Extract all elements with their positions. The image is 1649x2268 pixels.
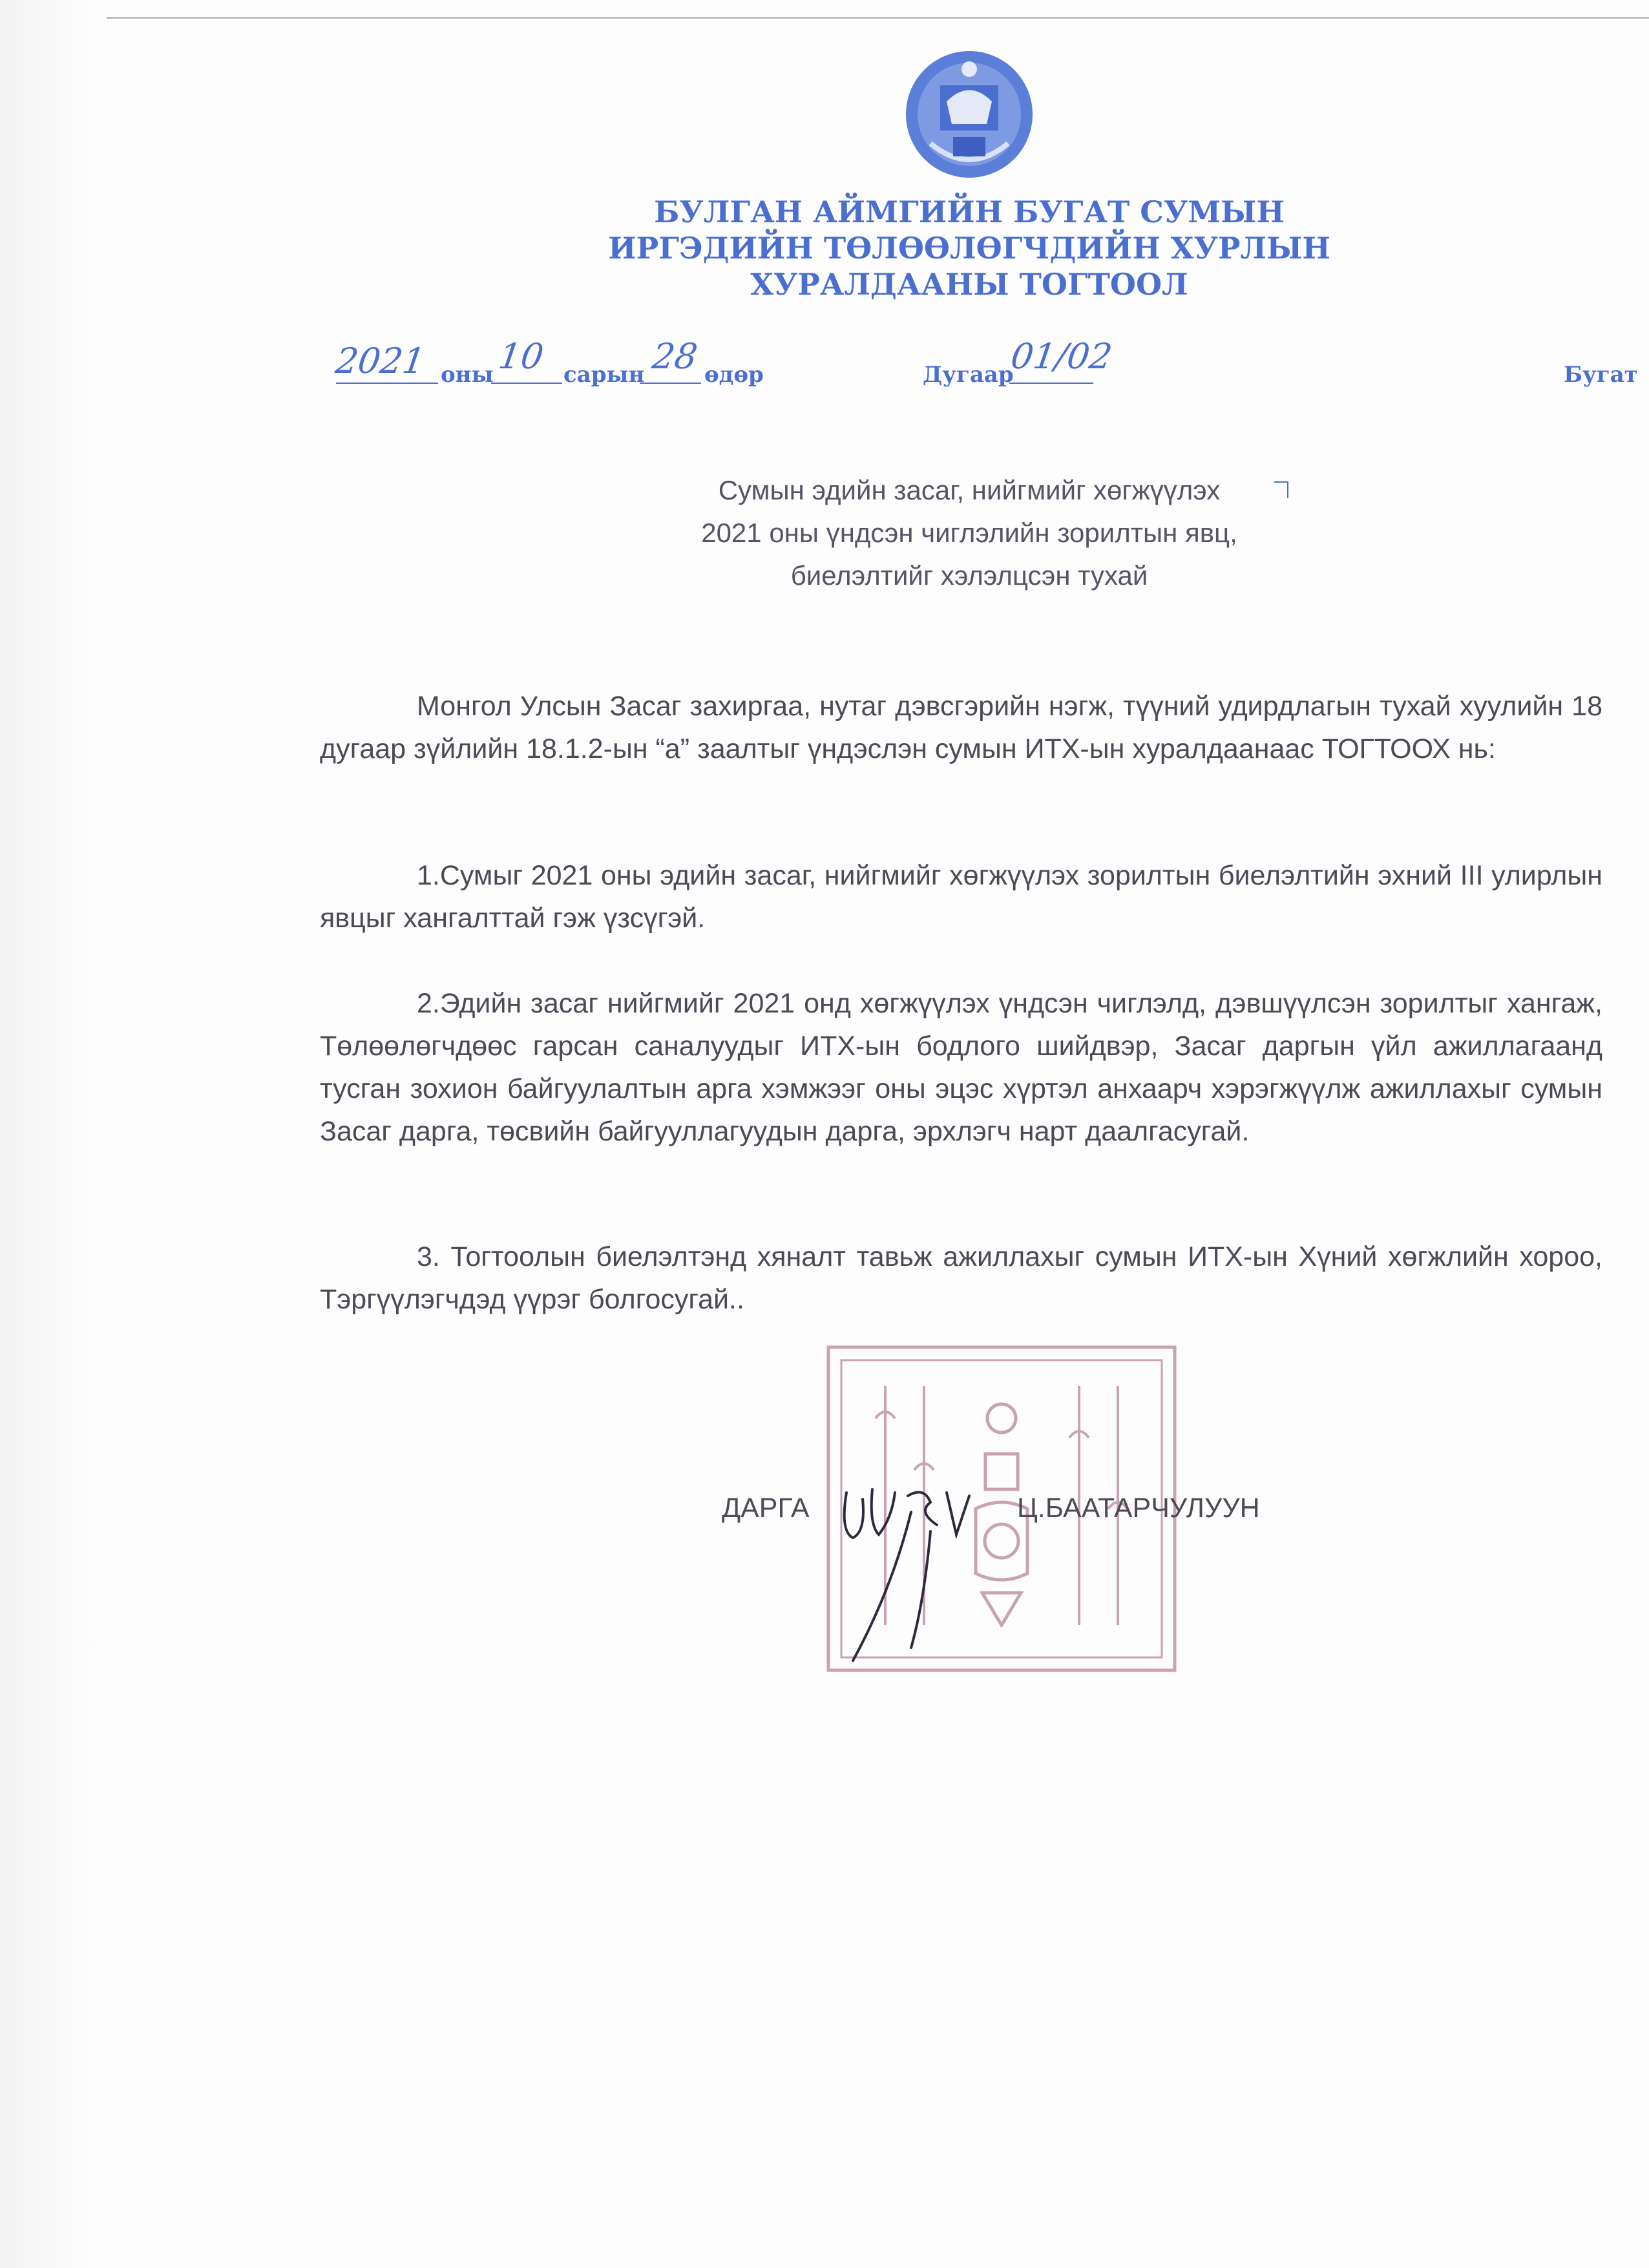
subject-corner-mark <box>1274 481 1288 498</box>
scan-edge-shade <box>0 0 97 2268</box>
resolution-item-3: 3. Тогтоолын биелэлтэнд хяналт тавьж ажиллахыг сумын ИТХ-ын Хүний хөгжлийн хороо, Тэргүүлэгчдэд үүрэг болгосугай.. <box>320 1241 1602 1315</box>
subject-line-2: 2021 оны үндсэн чиглэлийн зорилтын явц, <box>701 518 1237 548</box>
number-blank <box>1009 383 1093 384</box>
place-label: Бугат <box>1564 362 1638 388</box>
day-blank <box>640 383 701 384</box>
signer-name: Ц.БААТАРЧУЛУУН <box>1017 1493 1260 1524</box>
year-handwritten: 2021 <box>333 341 428 381</box>
header-line-1: БУЛГАН АЙМГИЙН БУГАТ СУМЫН <box>654 194 1285 229</box>
preamble-paragraph: Монгол Улсын Засаг захиргаа, нутаг дэвсгэрийн нэгж, түүний удирдлагын тухай хуулийн 18 дугаар зүйлийн 18.1.2-ын “а” заалтыг үндэслэн сумын ИТХ-ын хуралдаанаас ТОГТООХ нь: <box>320 691 1602 764</box>
number-handwritten: 01/02 <box>1008 336 1115 377</box>
header-line-3: ХУРАЛДААНЫ ТОГТООЛ <box>750 267 1188 302</box>
subject-line-1: Сумын эдийн засаг, нийгмийг хөгжүүлэх <box>718 475 1221 505</box>
signer-title: ДАРГА <box>722 1493 810 1524</box>
handwritten-signature <box>834 1473 1002 1667</box>
month-blank <box>491 383 562 384</box>
year-label: оны <box>441 362 494 388</box>
state-emblem-icon <box>901 47 1037 182</box>
resolution-item-2: 2.Эдийн засаг нийгмийг 2021 онд хөгжүүлэх үндсэн чиглэлд, дэвшүүлсэн зорилтыг хангаж, Төлөөлөгчдөөс гарсан саналуудыг ИТХ-ын бодлого шийдвэр, Засаг даргын үйл ажиллагаанд тусган зохион байгуулалтын арга хэмжээг оны эцэс хүртэл анхаарч хэрэгжүүлж ажиллахыг сумын Засаг дарга, төсвийн байгууллагуудын дарга, эрхлэгч нарт даалгасугай. <box>320 988 1602 1147</box>
header-line-2: ИРГЭДИЙН ТӨЛӨӨЛӨГЧДИЙН ХУРЛЫН <box>608 231 1330 266</box>
year-blank <box>336 383 438 384</box>
day-handwritten: 28 <box>649 336 700 377</box>
resolution-item-1: 1.Сумыг 2021 оны эдийн засаг, нийгмийг хөгжүүлэх зорилтын биелэлтийн эхний III улирлын явцыг хангалттай гэж үзсүгэй. <box>320 860 1602 934</box>
subject-line-3: биелэлтийг хэлэлцсэн тухай <box>790 560 1148 591</box>
number-label: Дугаар <box>923 362 1014 388</box>
day-label: өдөр <box>704 362 764 388</box>
scan-top-edge <box>107 17 1649 19</box>
month-label: сарын <box>563 362 645 388</box>
month-handwritten: 10 <box>496 336 547 377</box>
